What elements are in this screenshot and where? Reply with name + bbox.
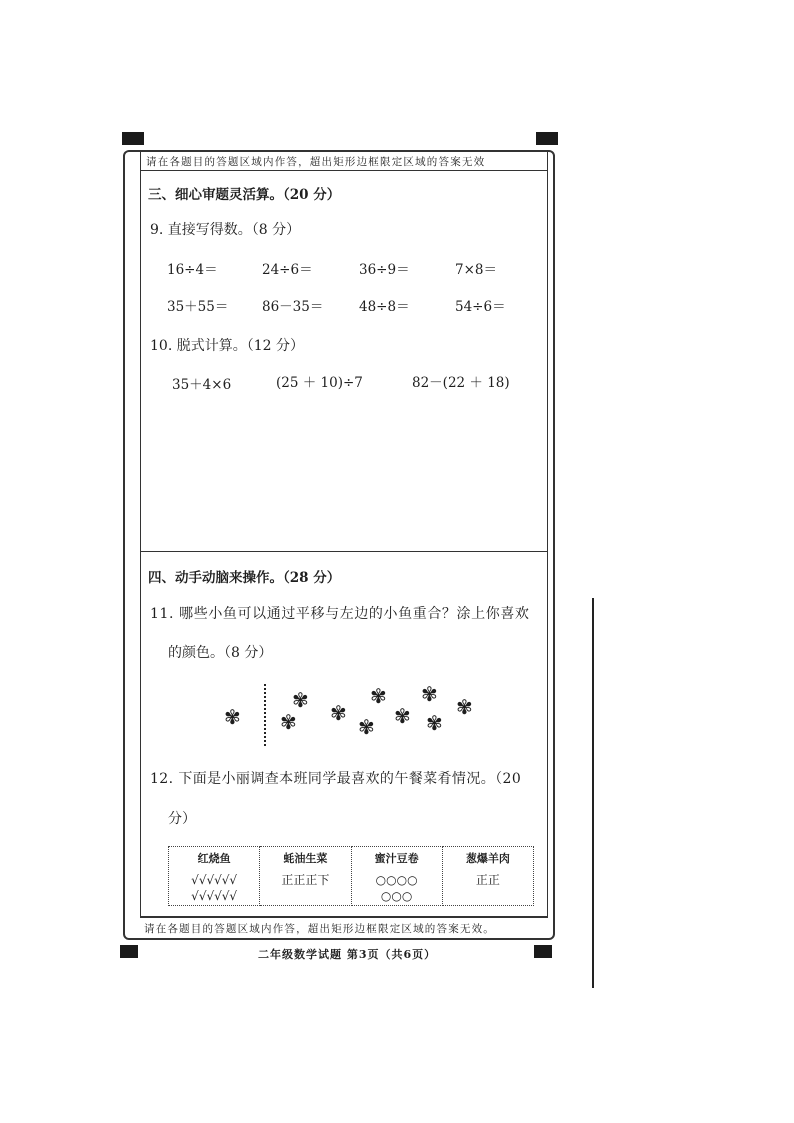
expression-item: 35＋4×6: [172, 377, 232, 393]
page-footer: 二年级数学试题 第3页（共6页）: [258, 948, 437, 961]
calc-item: 7×8＝: [455, 262, 497, 278]
fish-icon[interactable]: ✾: [330, 701, 347, 725]
calc-item: 48÷8＝: [359, 299, 410, 315]
fish-icon[interactable]: ✾: [280, 710, 297, 734]
survey-header: 红烧鱼: [197, 852, 231, 865]
tally-marks: 正正: [475, 873, 500, 887]
footer-divider: [140, 917, 548, 918]
calc-item: 35＋55＝: [167, 299, 229, 315]
calc-item: 86－35＝: [262, 299, 324, 315]
calc-item: 16÷4＝: [167, 262, 218, 278]
tally-marks: ○○○: [380, 889, 413, 903]
registration-mark-bottom-right: [534, 945, 552, 958]
fish-icon[interactable]: ✾: [456, 695, 473, 719]
survey-cell: [260, 847, 351, 906]
survey-cell: [442, 847, 533, 906]
tally-marks: √√√√√√: [191, 889, 238, 903]
section-3-title: 三、细心审题灵活算。（20 分）: [148, 187, 341, 203]
question-11-line-2: 的颜色。（8 分）: [168, 645, 273, 661]
calc-item: 36÷9＝: [359, 262, 410, 278]
fish-icon[interactable]: ✾: [421, 682, 438, 706]
header-divider: [140, 170, 548, 171]
scan-edge-line: [592, 598, 594, 988]
section-4-title: 四、动手动脑来操作。（28 分）: [148, 570, 341, 586]
expression-item: 82－(22 ＋ 18): [412, 375, 510, 391]
footer-note: 请在各题目的答题区域内作答，超出矩形边框限定区域的答案无效。: [144, 923, 495, 935]
fish-icon[interactable]: ✾: [292, 688, 309, 712]
survey-cell: [169, 847, 260, 906]
fish-icon: ✾: [224, 705, 241, 729]
survey-header: 葱爆羊肉: [465, 852, 510, 865]
registration-mark-top-left: [122, 132, 144, 145]
dotted-divider: [264, 684, 266, 746]
calc-item: 54÷6＝: [455, 299, 506, 315]
fish-icon[interactable]: ✾: [370, 684, 387, 708]
survey-header: 蜜汁豆卷: [374, 852, 419, 865]
registration-mark-top-right: [536, 132, 558, 145]
fish-icon[interactable]: ✾: [426, 711, 443, 735]
survey-header: 蚝油生菜: [283, 852, 328, 865]
survey-cell: [351, 847, 442, 906]
header-note: 请在各题目的答题区域内作答，超出矩形边框限定区域的答案无效: [146, 156, 486, 168]
expression-item: (25 ＋ 10)÷7: [276, 375, 363, 391]
tally-marks: √√√√√√: [191, 873, 238, 887]
question-9-title: 9. 直接写得数。（8 分）: [150, 222, 301, 238]
registration-mark-bottom-left: [120, 945, 138, 958]
lunch-survey-table: [168, 846, 534, 906]
calc-item: 24÷6＝: [262, 262, 313, 278]
tally-marks: ○○○○: [375, 873, 418, 887]
question-10-title: 10. 脱式计算。（12 分）: [150, 338, 304, 354]
question-12-line-2: 分）: [168, 811, 196, 827]
question-12-line-1: 12. 下面是小丽调查本班同学最喜欢的午餐菜肴情况。（20: [150, 771, 522, 787]
tally-marks: 正正正下: [281, 873, 330, 887]
fish-icon[interactable]: ✾: [394, 704, 411, 728]
question-11-line-1: 11. 哪些小鱼可以通过平移与左边的小鱼重合？涂上你喜欢: [150, 606, 530, 622]
fish-icon[interactable]: ✾: [358, 715, 375, 739]
